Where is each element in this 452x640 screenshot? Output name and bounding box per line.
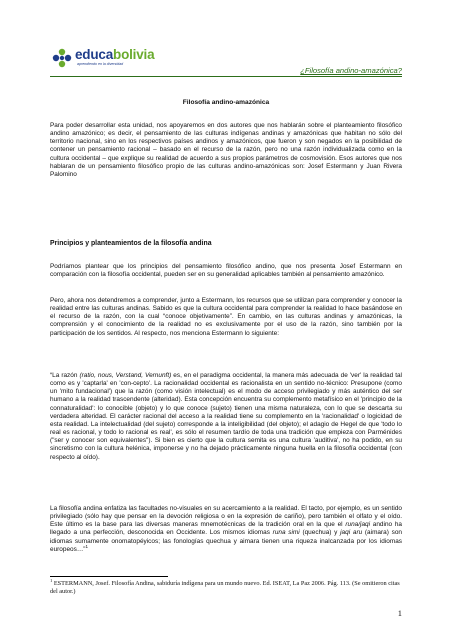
logo-word-bolivia: bolivia [113,47,155,62]
header-rule [50,76,402,77]
paragraph-recursos: Pero, ahora nos detendremos a comprender, junto a Estermann, los recursos que se utilizan para comprender y conocer la realidad entre las culturas andinas. Sabido es que la cultura occidental para comprender la realidad lo hace basándose en el recurso de la razón, con la cual “conoce objetivamente”. En cambio, en las culturas andinas y amazónicas, la comprensión y el conocimiento de la realidad no es exclusivamente por el uso de la razón, sino también por la participación de los sentidos. Al respecto, nos menciona Estermann lo siguiente: [50,297,402,337]
quote-2-part-4: (aimara) son idiomas sumamente onomatopéyicos; las fonologías quechua y aimara tienen una riqueza inalcanzada por los idiomas europeos…” [50,529,402,553]
paragraph-principles: Podríamos plantear que los principios del pensamiento filosófico andino, que nos presenta Josef Estermann en comparación con la filosofía occidental, pueden ser en su generalidad aplicables también al pensamiento amazónico. [50,263,402,279]
footnote-reference[interactable]: 1 [85,543,88,549]
footnote-marker: 1 [50,577,53,583]
logo-mark-icon [50,46,74,70]
quote-1-start: “La razón [50,372,80,379]
footnote [50,577,402,597]
page-number: 1 [397,608,402,618]
quote-1-italic: (ratio, nous, Verstand, Vernunft) [79,372,172,379]
document-title: Filosofía andino-amazónica [182,99,270,106]
quote-2-jaqi-aru: jaqi aru [340,529,363,537]
quote-2-part-2: andino ha llegado a una perfección, desconocida en Occidente. Los mismos idiomas [50,521,402,537]
quote-filosofia-andina-paragraph [50,505,402,554]
logo-wordmark [75,48,154,62]
quote-1-body: es, en el paradigma occidental, la manera más adecuada de 'ver' la realidad tal como es y 'captarla' en 'con-cepto'. La racionalidad occidental es racionalista en un sentido no-técnico: Presupone (como un 'mito fundacional') que la razón (como visión intelectual) es el modo de acceso privilegiado y más auténtico del ser humano a la realidad trascendente (alteridad). Esta concepción encuentra su complemento metafísico en el 'principio de la connaturalidad': lo conocible (objeto) y lo que conoce (sujeto) tienen una misma naturaleza, con lo que se descarta su verdadera alteridad. El carácter racional del acceso a la realidad tiene su complemento en la 'racionalidad' o logicidad de esta realidad. La intelectualidad (del sujeto) corresponde a la inteligibilidad (del objeto); el adagio de Hegel de que 'todo lo real es racional, y todo lo racional es real', es sólo el resumen tardío de toda una tradición que empieza con Parménides ("ser y conocer son equivalentes"). Si bien es cierto que la cultura semita es una cultura 'auditiva', no ha podido, en su sincretismo con la cultura helénica, imponerse y no ha dejado prácticamente ninguna huella en la filosofía occidental (con respecto al oído). [50,372,402,461]
section-heading: Principios y planteamientos de la filosofía andina [50,240,212,247]
quote-2-runa-simi: runa simi [272,529,300,537]
quote-2-part-1: La filosofía andina enfatiza las facultades no-visuales en su acercamiento a la realidad. El tacto, por ejemplo, es un sentido privilegiado (sólo hay que pensar en la devoción religiosa o en la expresión de cariño), pero también el olfato y el oído. Este último es la base para las diversas maneras mnemotécnicas de la tradición oral en la que el [50,505,402,529]
running-header-title: ¿Filosofía andino-amazónica? [300,66,402,75]
footnote-text: ESTERMANN, Josef. Filosofía Andina, sabiduría indígena para un mundo nuevo. Ed. ISEAT, La Paz 2006. Pág. 113. (Se omitieron citas del autor.) [50,580,400,596]
quote-2-part-3: (quechua) y [299,529,341,537]
quote-razon-paragraph [50,372,402,462]
educabolivia-logo [50,46,170,74]
logo-tagline: aprendiendo en la diversidad [77,62,124,66]
intro-paragraph: Para poder desarrollar esta unidad, nos apoyaremos en dos autores que nos hablarán sobre el planteamiento filosófico andino amazónico; es decir, el pensamiento de las culturas indígenas andinas y amazónicas que habitan no sólo del territorio nacional, sino en los respectivos países andinos y amazónicos, que fueron y son negados en la posibilidad de contener un pensamiento racional – basado en el recurso de la razón, pero no una razón individualizada como en la cultura occidental – que explique su realidad de acuerdo a sus propios parámetros de cosmovisión. Esos autores que nos hablaran de un pensamiento filosófico propio de las culturas andino-amazónicas son: Josef Estermann y Juan Rivera Palomino [50,122,402,178]
footnote-separator [50,576,168,577]
quote-2-runa-jaqi: runa/jaqi [345,521,371,529]
logo-word-educa: educa [75,47,114,62]
